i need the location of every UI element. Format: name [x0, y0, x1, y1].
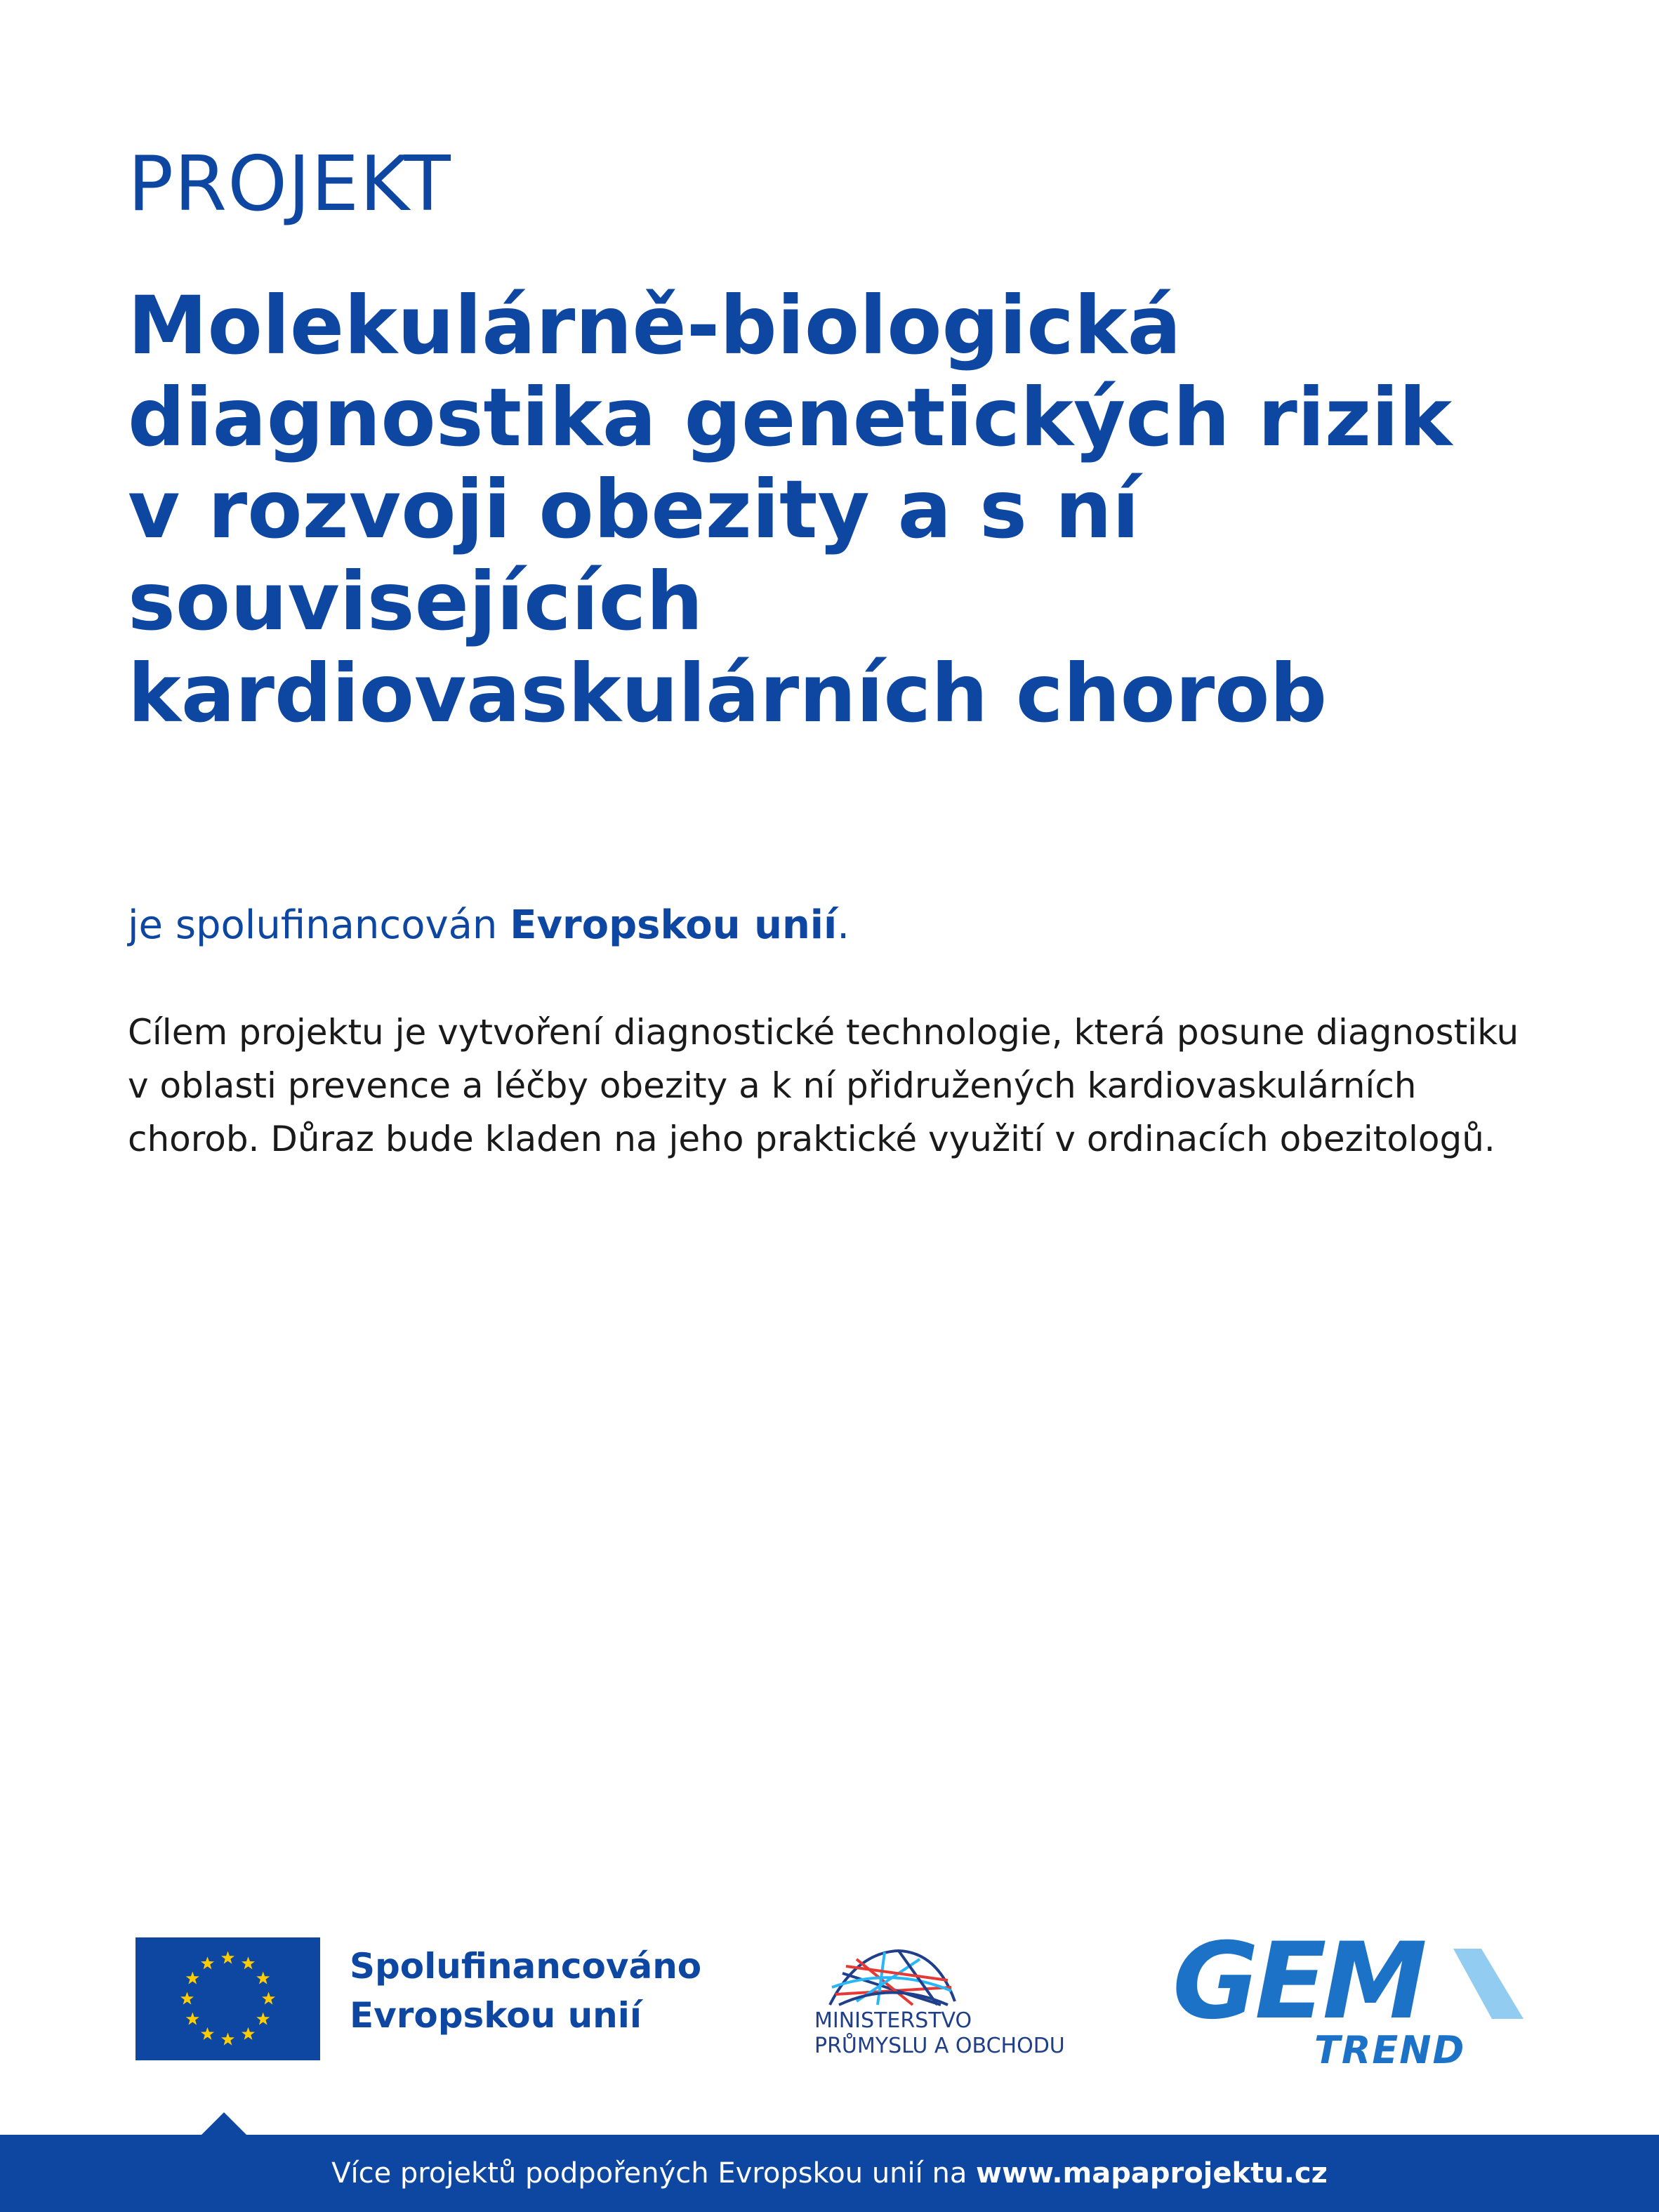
cofinance-statement [128, 902, 850, 948]
eu-star-icon [186, 1972, 199, 1984]
title-line: diagnostika genetických rizik [128, 371, 1453, 464]
eu-star-icon [256, 1972, 270, 1984]
description-line: Cílem projektu je vytvoření diagnostické technologie, která posune diagnostiku [128, 1012, 1519, 1053]
eu-star-icon [242, 2027, 255, 2040]
title-line: Molekulárně-biologická [128, 279, 1182, 372]
ministry-logo-line: MINISTERSTVO [814, 2008, 972, 2033]
description-line: chorob. Důraz bude kladen na jeho praktické využití v ordinacích obezitologů. [128, 1119, 1495, 1159]
footer-bar [0, 2135, 1659, 2212]
eu-star-icon [201, 1956, 214, 1969]
cofinance-bold: Evropskou unií [510, 902, 838, 948]
cofinance-prefix: je spolufinancován [128, 902, 510, 948]
project-title [128, 279, 1532, 739]
eu-cofinance-logo-text [350, 1942, 701, 2040]
eu-star-icon [201, 2027, 214, 2040]
eu-logo-line: Evropskou unií [350, 1995, 642, 2036]
description-line: v oblasti prevence a léčby obezity a k ní přidružených kardiovaskulárních [128, 1065, 1417, 1106]
footer-label: Více projektů podpořených Evropskou unií na [331, 2157, 977, 2190]
eu-star-icon [262, 1992, 275, 2005]
project-description [128, 1006, 1546, 1166]
eu-star-icon [221, 1951, 234, 1964]
gem-trend-logo [1172, 1935, 1538, 2029]
title-line: souvisejících [128, 555, 703, 648]
footer-link[interactable]: www.mapaprojektu.cz [976, 2157, 1328, 2190]
gem-subtitle: TREND [1314, 2028, 1466, 2072]
gem-wordmark: GEM [1172, 1935, 1423, 2029]
eu-star-icon [256, 2013, 270, 2025]
eu-star-icon [186, 2013, 199, 2025]
ministry-logo-line: PRŮMYSLU A OBCHODU [814, 2034, 1065, 2058]
footer-tab-notch [200, 2112, 248, 2136]
title-line: kardiovaskulárních chorob [128, 647, 1328, 740]
eu-flag-logo [136, 1937, 320, 2060]
eu-stars-icon [136, 1937, 320, 2060]
eu-star-icon [221, 2033, 234, 2046]
eu-star-icon [180, 1992, 194, 2005]
eu-star-icon [242, 1956, 255, 1969]
title-line: v rozvoji obezity a s ní [128, 463, 1139, 556]
ministry-logo-text [814, 2008, 1065, 2059]
cofinance-suffix: . [837, 902, 850, 948]
project-label: PROJEKT [128, 140, 451, 228]
eu-logo-line: Spolufinancováno [350, 1946, 702, 1987]
footer-text [331, 2157, 1328, 2190]
